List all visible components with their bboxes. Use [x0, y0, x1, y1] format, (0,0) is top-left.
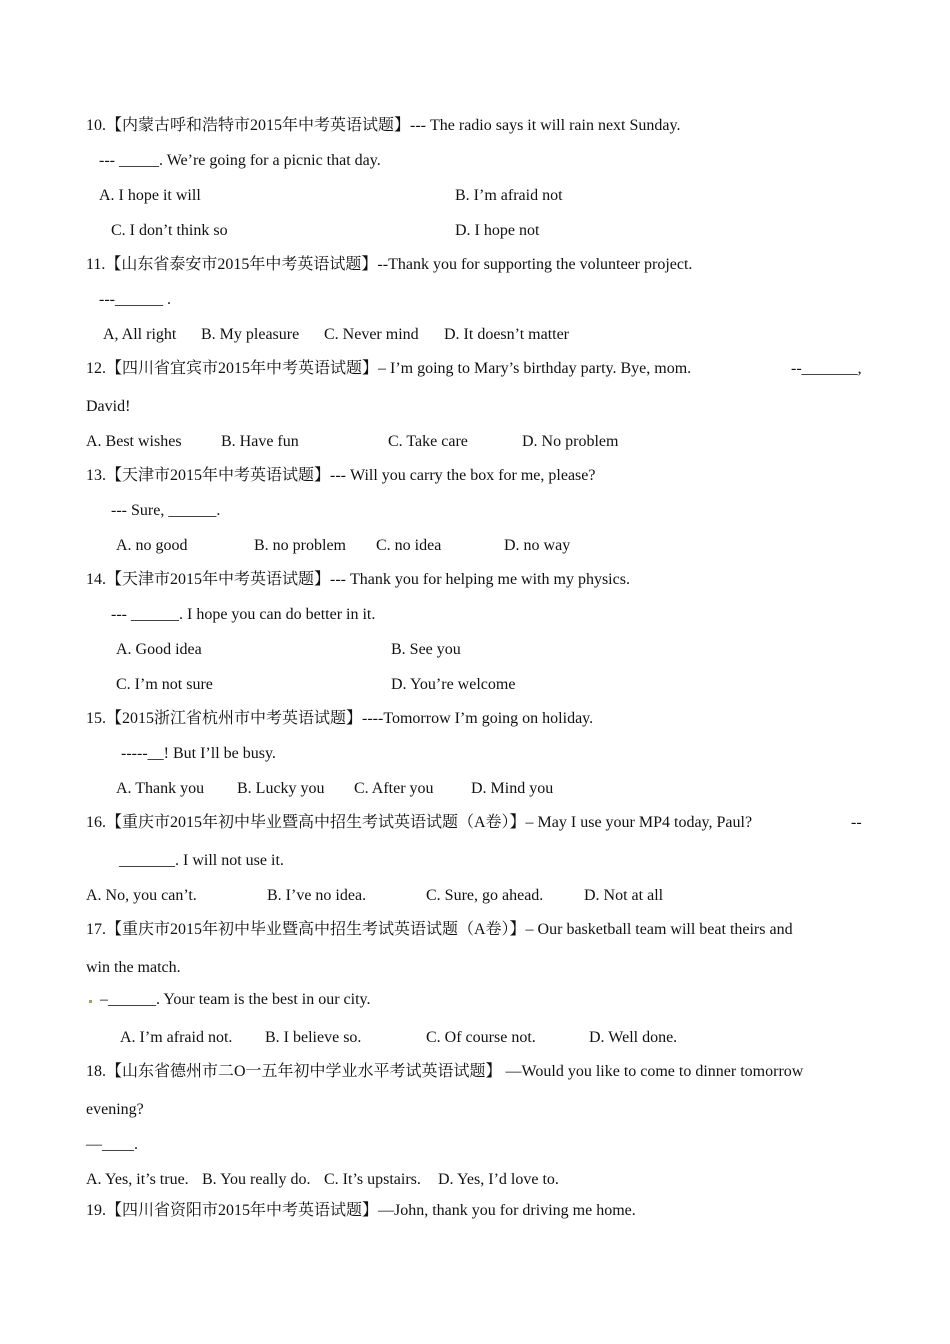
- question-19-stem: 19.【四川省资阳市2015年中考英语试题】—John, thank you for driving me home.: [86, 1202, 636, 1219]
- stray-mark: [89, 1000, 92, 1003]
- question-17-option-b: B. I believe so.: [265, 1029, 362, 1046]
- question-16-option-a: A. No, you can’t.: [86, 887, 197, 904]
- question-10-option-b: B. I’m afraid not: [455, 187, 563, 204]
- question-14-reply: --- ______. I hope you can do better in it.: [111, 606, 376, 623]
- question-12-stem-tail: --_______,: [791, 360, 862, 377]
- question-13-option-d: D. no way: [504, 537, 571, 554]
- question-11-option-a: A, All right: [103, 326, 177, 343]
- question-15-stem: 15.【2015浙江省杭州市中考英语试题】----Tomorrow I’m going on holiday.: [86, 710, 594, 727]
- question-18-option-c: C. It’s upstairs.: [324, 1171, 421, 1188]
- question-12-option-a: A. Best wishes: [86, 433, 182, 450]
- question-16-stem-tail: --: [851, 814, 862, 831]
- question-15-option-b: B. Lucky you: [237, 780, 325, 797]
- question-15-option-a: A. Thank you: [116, 780, 205, 797]
- question-13-reply: --- Sure, ______.: [111, 502, 221, 519]
- question-13-option-c: C. no idea: [376, 537, 442, 554]
- question-13-option-b: B. no problem: [254, 537, 346, 554]
- question-15-option-c: C. After you: [354, 780, 434, 797]
- question-10-stem: 10.【内蒙古呼和浩特市2015年中考英语试题】--- The radio says it will rain next Sunday.: [86, 117, 681, 134]
- question-18-reply: —____.: [86, 1136, 138, 1153]
- question-12-option-c: C. Take care: [388, 433, 468, 450]
- question-13-option-a: A. no good: [116, 537, 188, 554]
- question-18-option-b: B. You really do.: [202, 1171, 311, 1188]
- question-12-option-b: B. Have fun: [221, 433, 299, 450]
- question-18-option-a: A. Yes, it’s true.: [86, 1171, 189, 1188]
- question-12-option-d: D. No problem: [522, 433, 619, 450]
- question-14-option-b: B. See you: [391, 641, 461, 658]
- question-17-option-d: D. Well done.: [589, 1029, 678, 1046]
- question-17-stem: 17.【重庆市2015年初中毕业暨高中招生考试英语试题（A卷）】– Our basketball team will beat theirs and: [86, 921, 793, 938]
- question-17-reply: –______. Your team is the best in our city.: [100, 991, 371, 1008]
- question-12-stem-continued: David!: [86, 398, 131, 415]
- question-10-option-a: A. I hope it will: [99, 187, 201, 204]
- question-18-option-d: D. Yes, I’d love to.: [438, 1171, 559, 1188]
- question-11-option-c: C. Never mind: [324, 326, 419, 343]
- question-11-stem: 11.【山东省泰安市2015年中考英语试题】--Thank you for supporting the volunteer project.: [86, 256, 693, 273]
- question-14-option-a: A. Good idea: [116, 641, 202, 658]
- question-16-option-c: C. Sure, go ahead.: [426, 887, 544, 904]
- question-10-option-d: D. I hope not: [455, 222, 540, 239]
- question-18-stem-continued: evening?: [86, 1101, 144, 1118]
- question-11-option-d: D. It doesn’t matter: [444, 326, 570, 343]
- question-16-stem: 16.【重庆市2015年初中毕业暨高中招生考试英语试题（A卷）】– May I use your MP4 today, Paul?: [86, 814, 753, 831]
- question-14-option-c: C. I’m not sure: [116, 676, 213, 693]
- question-12-stem: 12.【四川省宜宾市2015年中考英语试题】– I’m going to Mary’s birthday party. Bye, mom.: [86, 360, 692, 377]
- question-14-stem: 14.【天津市2015年中考英语试题】--- Thank you for helping me with my physics.: [86, 571, 630, 588]
- question-16-reply: _______. I will not use it.: [119, 852, 284, 869]
- question-10-reply: --- _____. We’re going for a picnic that day.: [99, 152, 381, 169]
- question-17-option-a: A. I’m afraid not.: [120, 1029, 233, 1046]
- question-15-reply: -----__! But I’ll be busy.: [121, 745, 276, 762]
- question-13-stem: 13.【天津市2015年中考英语试题】--- Will you carry the box for me, please?: [86, 467, 596, 484]
- question-17-option-c: C. Of course not.: [426, 1029, 536, 1046]
- question-10-option-c: C. I don’t think so: [111, 222, 228, 239]
- question-11-reply: ---______ .: [99, 291, 171, 308]
- question-15-option-d: D. Mind you: [471, 780, 554, 797]
- question-16-option-b: B. I’ve no idea.: [267, 887, 367, 904]
- question-14-option-d: D. You’re welcome: [391, 676, 516, 693]
- question-11-option-b: B. My pleasure: [201, 326, 300, 343]
- question-17-stem-continued: win the match.: [86, 959, 181, 976]
- question-18-stem: 18.【山东省德州市二O一五年初中学业水平考试英语试题】 —Would you like to come to dinner tomorrow: [86, 1063, 804, 1080]
- question-16-option-d: D. Not at all: [584, 887, 664, 904]
